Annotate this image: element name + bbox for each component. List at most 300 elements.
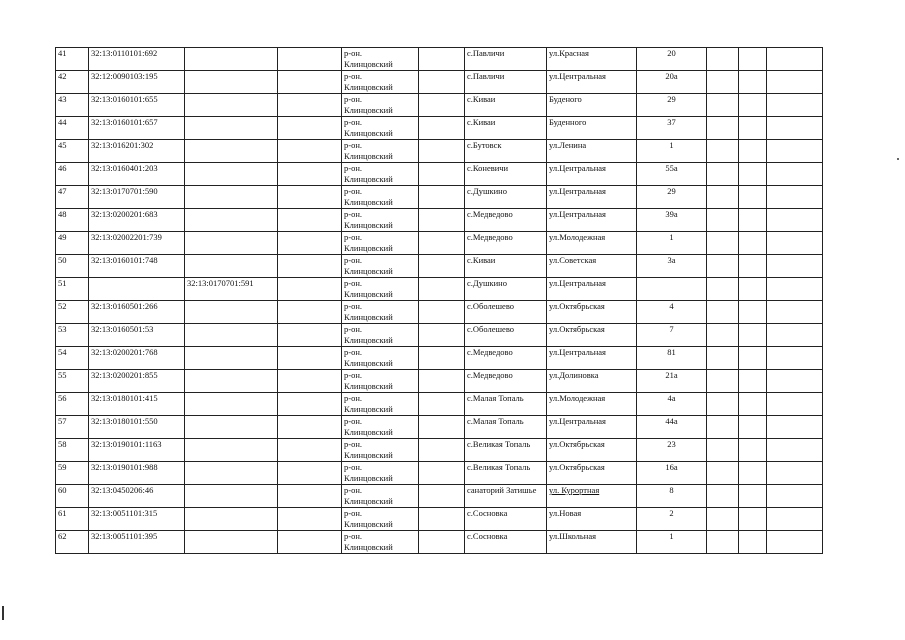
empty-cell bbox=[278, 163, 342, 186]
district-label: р-он. bbox=[344, 255, 363, 265]
cadastral-number-text: 32:13:0051101:395 bbox=[91, 531, 158, 541]
empty-cell bbox=[767, 347, 823, 370]
district-cell bbox=[342, 324, 419, 347]
empty-cell bbox=[739, 508, 767, 531]
empty-cell bbox=[767, 508, 823, 531]
empty-cell bbox=[419, 278, 465, 301]
district-label: р-он. bbox=[344, 186, 363, 196]
street-cell bbox=[547, 209, 637, 232]
row-number-text: 49 bbox=[58, 232, 67, 242]
house-number bbox=[637, 324, 707, 347]
row-number bbox=[56, 462, 89, 485]
locality-cell bbox=[465, 439, 547, 462]
locality-cell bbox=[465, 485, 547, 508]
empty-cell bbox=[419, 416, 465, 439]
empty-cell bbox=[278, 439, 342, 462]
locality-cell-text: с.Оболешево bbox=[467, 324, 515, 334]
empty-cell bbox=[278, 94, 342, 117]
district-cell bbox=[342, 462, 419, 485]
cadastral-number-text: 32:13:0051101:315 bbox=[91, 508, 158, 518]
street-cell-text: ул.Октябрьская bbox=[549, 301, 605, 311]
empty-cell bbox=[739, 278, 767, 301]
locality-cell bbox=[465, 508, 547, 531]
district-name: Клинцовский bbox=[344, 357, 393, 368]
empty-cell bbox=[767, 186, 823, 209]
empty-cell bbox=[767, 462, 823, 485]
table-row bbox=[56, 94, 823, 117]
cadastral-number-alt bbox=[185, 163, 278, 186]
district-label: р-он. bbox=[344, 71, 363, 81]
cadastral-number-alt bbox=[185, 232, 278, 255]
locality-cell-text: с.Медведово bbox=[467, 209, 513, 219]
cadastral-number bbox=[89, 416, 185, 439]
empty-cell bbox=[707, 301, 739, 324]
table-row bbox=[56, 232, 823, 255]
cadastral-number bbox=[89, 462, 185, 485]
street-cell-text: ул.Красная bbox=[549, 48, 589, 58]
cadastral-number bbox=[89, 117, 185, 140]
table-row bbox=[56, 416, 823, 439]
empty-cell bbox=[419, 232, 465, 255]
table-row bbox=[56, 347, 823, 370]
locality-cell-text: санаторий Затишье bbox=[467, 485, 537, 495]
locality-cell bbox=[465, 117, 547, 140]
district-name: Клинцовский bbox=[344, 403, 393, 414]
house-number bbox=[637, 462, 707, 485]
locality-cell bbox=[465, 531, 547, 554]
cadastral-number-alt bbox=[185, 48, 278, 71]
street-cell bbox=[547, 508, 637, 531]
table-row bbox=[56, 186, 823, 209]
district-label: р-он. bbox=[344, 324, 363, 334]
cadastral-number-alt bbox=[185, 117, 278, 140]
house-number bbox=[637, 301, 707, 324]
table-row bbox=[56, 462, 823, 485]
house-number bbox=[637, 531, 707, 554]
empty-cell bbox=[278, 393, 342, 416]
cadastral-number-text: 32:13:0160401:203 bbox=[91, 163, 158, 173]
empty-cell bbox=[767, 370, 823, 393]
empty-cell bbox=[707, 209, 739, 232]
cadastral-number-text: 32:13:0190101:988 bbox=[91, 462, 158, 472]
house-number bbox=[637, 508, 707, 531]
row-number-text: 56 bbox=[58, 393, 67, 403]
house-number bbox=[637, 71, 707, 94]
locality-cell-text: с.Бутовск bbox=[467, 140, 502, 150]
empty-cell bbox=[278, 140, 342, 163]
street-cell bbox=[547, 301, 637, 324]
district-label: р-он. bbox=[344, 94, 363, 104]
row-number bbox=[56, 278, 89, 301]
cadastral-number bbox=[89, 255, 185, 278]
empty-cell bbox=[707, 48, 739, 71]
house-number bbox=[637, 393, 707, 416]
cadastral-number-text: 32:13:0160101:657 bbox=[91, 117, 158, 127]
empty-cell bbox=[739, 140, 767, 163]
row-number-text: 45 bbox=[58, 140, 67, 150]
street-cell bbox=[547, 393, 637, 416]
table-row bbox=[56, 71, 823, 94]
house-number bbox=[637, 140, 707, 163]
cadastral-number bbox=[89, 163, 185, 186]
cadastral-number bbox=[89, 324, 185, 347]
empty-cell bbox=[767, 140, 823, 163]
cadastral-number bbox=[89, 393, 185, 416]
locality-cell-text: с.Павличи bbox=[467, 71, 505, 81]
house-number-text: 39а bbox=[665, 209, 678, 219]
table-row bbox=[56, 163, 823, 186]
district-name: Клинцовский bbox=[344, 81, 393, 92]
row-number-text: 60 bbox=[58, 485, 67, 495]
row-number-text: 53 bbox=[58, 324, 67, 334]
district-cell bbox=[342, 209, 419, 232]
locality-cell-text: с.Киваи bbox=[467, 117, 496, 127]
street-cell-text: ул.Школьная bbox=[549, 531, 597, 541]
cadastral-number bbox=[89, 531, 185, 554]
table-row bbox=[56, 140, 823, 163]
street-cell bbox=[547, 370, 637, 393]
locality-cell-text: с.Душкино bbox=[467, 186, 507, 196]
row-number-text: 54 bbox=[58, 347, 67, 357]
cadastral-number-alt bbox=[185, 531, 278, 554]
locality-cell bbox=[465, 232, 547, 255]
cadastral-number-alt bbox=[185, 416, 278, 439]
row-number bbox=[56, 232, 89, 255]
locality-cell bbox=[465, 462, 547, 485]
street-cell bbox=[547, 71, 637, 94]
empty-cell bbox=[707, 393, 739, 416]
row-number-text: 44 bbox=[58, 117, 67, 127]
cadastral-number-text: 32:13:0200201:768 bbox=[91, 347, 158, 357]
cadastral-number-alt bbox=[185, 140, 278, 163]
empty-cell bbox=[767, 278, 823, 301]
locality-cell bbox=[465, 324, 547, 347]
house-number bbox=[637, 439, 707, 462]
district-label: р-он. bbox=[344, 462, 363, 472]
locality-cell bbox=[465, 347, 547, 370]
property-register-table bbox=[55, 47, 823, 554]
district-label: р-он. bbox=[344, 393, 363, 403]
house-number-text: 37 bbox=[667, 117, 676, 127]
district-cell bbox=[342, 278, 419, 301]
locality-cell-text: с.Душкино bbox=[467, 278, 507, 288]
locality-cell bbox=[465, 48, 547, 71]
empty-cell bbox=[707, 347, 739, 370]
cadastral-number-text: 32:13:0160101:655 bbox=[91, 94, 158, 104]
street-cell-text: ул.Центральная bbox=[549, 347, 606, 357]
locality-cell bbox=[465, 94, 547, 117]
house-number-text: 81 bbox=[667, 347, 676, 357]
street-cell-text: ул.Советская bbox=[549, 255, 597, 265]
empty-cell bbox=[767, 393, 823, 416]
empty-cell bbox=[767, 163, 823, 186]
row-number bbox=[56, 347, 89, 370]
street-cell bbox=[547, 117, 637, 140]
empty-cell bbox=[739, 232, 767, 255]
empty-cell bbox=[278, 186, 342, 209]
locality-cell-text: с.Малая Топаль bbox=[467, 416, 524, 426]
cadastral-number-text: 32:13:0180101:550 bbox=[91, 416, 158, 426]
locality-cell bbox=[465, 163, 547, 186]
empty-cell bbox=[419, 301, 465, 324]
street-cell bbox=[547, 186, 637, 209]
row-number-text: 46 bbox=[58, 163, 67, 173]
empty-cell bbox=[739, 531, 767, 554]
row-number bbox=[56, 485, 89, 508]
locality-cell-text: с.Оболешево bbox=[467, 301, 515, 311]
row-number-text: 61 bbox=[58, 508, 67, 518]
district-label: р-он. bbox=[344, 347, 363, 357]
empty-cell bbox=[739, 209, 767, 232]
street-cell-text: ул.Октябрьская bbox=[549, 439, 605, 449]
street-cell bbox=[547, 324, 637, 347]
district-name: Клинцовский bbox=[344, 518, 393, 529]
row-number bbox=[56, 117, 89, 140]
district-name: Клинцовский bbox=[344, 449, 393, 460]
house-number-text: 1 bbox=[669, 232, 674, 242]
margin-mark bbox=[2, 606, 4, 620]
empty-cell bbox=[707, 140, 739, 163]
empty-cell bbox=[278, 462, 342, 485]
house-number-text: 29 bbox=[667, 94, 676, 104]
locality-cell-text: с.Сосновка bbox=[467, 508, 508, 518]
district-cell bbox=[342, 347, 419, 370]
empty-cell bbox=[739, 347, 767, 370]
house-number-text: 2 bbox=[669, 508, 674, 518]
register-table-body bbox=[56, 48, 823, 554]
street-cell-text: ул.Молодежная bbox=[549, 393, 606, 403]
empty-cell bbox=[767, 94, 823, 117]
empty-cell bbox=[419, 531, 465, 554]
row-number bbox=[56, 163, 89, 186]
house-number bbox=[637, 94, 707, 117]
empty-cell bbox=[278, 531, 342, 554]
empty-cell bbox=[419, 209, 465, 232]
table-row bbox=[56, 48, 823, 71]
house-number bbox=[637, 117, 707, 140]
street-cell bbox=[547, 462, 637, 485]
cadastral-number bbox=[89, 301, 185, 324]
empty-cell bbox=[707, 255, 739, 278]
empty-cell bbox=[739, 255, 767, 278]
row-number-text: 50 bbox=[58, 255, 67, 265]
row-number-text: 52 bbox=[58, 301, 67, 311]
empty-cell bbox=[278, 347, 342, 370]
district-name: Клинцовский bbox=[344, 104, 393, 115]
district-cell bbox=[342, 255, 419, 278]
empty-cell bbox=[278, 209, 342, 232]
street-cell bbox=[547, 278, 637, 301]
locality-cell-text: с.Медведово bbox=[467, 370, 513, 380]
empty-cell bbox=[419, 163, 465, 186]
table-row bbox=[56, 301, 823, 324]
row-number-text: 47 bbox=[58, 186, 67, 196]
locality-cell-text: с.Малая Топаль bbox=[467, 393, 524, 403]
cadastral-number-alt-text: 32:13:0170701:591 bbox=[187, 278, 254, 288]
edge-mark bbox=[897, 158, 899, 160]
house-number-text: 8 bbox=[669, 485, 674, 495]
street-cell bbox=[547, 232, 637, 255]
locality-cell bbox=[465, 393, 547, 416]
cadastral-number bbox=[89, 278, 185, 301]
street-cell bbox=[547, 416, 637, 439]
row-number-text: 43 bbox=[58, 94, 67, 104]
house-number bbox=[637, 163, 707, 186]
house-number bbox=[637, 278, 707, 301]
district-label: р-он. bbox=[344, 48, 363, 58]
row-number bbox=[56, 94, 89, 117]
street-cell bbox=[547, 531, 637, 554]
street-cell-text: ул.Центральная bbox=[549, 209, 606, 219]
empty-cell bbox=[707, 186, 739, 209]
empty-cell bbox=[767, 439, 823, 462]
empty-cell bbox=[419, 140, 465, 163]
street-cell-text: ул. Курортная bbox=[549, 485, 600, 495]
row-number bbox=[56, 416, 89, 439]
house-number bbox=[637, 232, 707, 255]
empty-cell bbox=[419, 393, 465, 416]
empty-cell bbox=[767, 301, 823, 324]
cadastral-number-text: 32:12:0090103:195 bbox=[91, 71, 158, 81]
district-name: Клинцовский bbox=[344, 265, 393, 276]
empty-cell bbox=[419, 439, 465, 462]
empty-cell bbox=[419, 186, 465, 209]
district-name: Клинцовский bbox=[344, 288, 393, 299]
empty-cell bbox=[707, 531, 739, 554]
row-number-text: 48 bbox=[58, 209, 67, 219]
empty-cell bbox=[419, 462, 465, 485]
street-cell-text: ул.Центральная bbox=[549, 71, 606, 81]
house-number-text: 7 bbox=[669, 324, 674, 334]
district-label: р-он. bbox=[344, 508, 363, 518]
empty-cell bbox=[707, 462, 739, 485]
cadastral-number-alt bbox=[185, 462, 278, 485]
empty-cell bbox=[419, 324, 465, 347]
cadastral-number bbox=[89, 347, 185, 370]
cadastral-number-text: 32:13:0180101:415 bbox=[91, 393, 158, 403]
street-cell-text: ул.Новая bbox=[549, 508, 582, 518]
street-cell-text: Буденого bbox=[549, 94, 582, 104]
cadastral-number-text: 32:13:0450206:46 bbox=[91, 485, 154, 495]
empty-cell bbox=[739, 48, 767, 71]
empty-cell bbox=[739, 416, 767, 439]
house-number-text: 16а bbox=[665, 462, 678, 472]
cadastral-number-text: 32:13:0110101:692 bbox=[91, 48, 158, 58]
cadastral-number-alt bbox=[185, 485, 278, 508]
district-label: р-он. bbox=[344, 232, 363, 242]
empty-cell bbox=[707, 163, 739, 186]
house-number-text: 3а bbox=[667, 255, 676, 265]
cadastral-number-alt bbox=[185, 209, 278, 232]
district-cell bbox=[342, 416, 419, 439]
locality-cell bbox=[465, 186, 547, 209]
empty-cell bbox=[707, 94, 739, 117]
street-cell-text: ул.Молодежная bbox=[549, 232, 606, 242]
cadastral-number bbox=[89, 439, 185, 462]
street-cell-text: ул.Ленина bbox=[549, 140, 587, 150]
cadastral-number-alt bbox=[185, 255, 278, 278]
district-label: р-он. bbox=[344, 439, 363, 449]
empty-cell bbox=[419, 347, 465, 370]
street-cell bbox=[547, 485, 637, 508]
table-row bbox=[56, 531, 823, 554]
table-row bbox=[56, 439, 823, 462]
cadastral-number-alt bbox=[185, 347, 278, 370]
row-number bbox=[56, 48, 89, 71]
row-number bbox=[56, 255, 89, 278]
locality-cell-text: с.Коневичи bbox=[467, 163, 509, 173]
empty-cell bbox=[739, 439, 767, 462]
district-label: р-он. bbox=[344, 416, 363, 426]
empty-cell bbox=[419, 508, 465, 531]
locality-cell-text: с.Киваи bbox=[467, 94, 496, 104]
row-number-text: 41 bbox=[58, 48, 67, 58]
street-cell-text: ул.Центральная bbox=[549, 163, 606, 173]
district-label: р-он. bbox=[344, 117, 363, 127]
row-number bbox=[56, 370, 89, 393]
district-cell bbox=[342, 393, 419, 416]
empty-cell bbox=[739, 370, 767, 393]
cadastral-number-text: 32:13:0160501:266 bbox=[91, 301, 158, 311]
cadastral-number bbox=[89, 140, 185, 163]
row-number bbox=[56, 140, 89, 163]
empty-cell bbox=[767, 531, 823, 554]
district-cell bbox=[342, 232, 419, 255]
street-cell-text: ул.Долиновка bbox=[549, 370, 599, 380]
house-number-text: 23 bbox=[667, 439, 676, 449]
district-name: Клинцовский bbox=[344, 150, 393, 161]
cadastral-number-alt bbox=[185, 370, 278, 393]
street-cell-text: ул.Центральная bbox=[549, 278, 606, 288]
street-cell bbox=[547, 48, 637, 71]
district-cell bbox=[342, 531, 419, 554]
empty-cell bbox=[278, 485, 342, 508]
house-number-text: 1 bbox=[669, 531, 674, 541]
district-label: р-он. bbox=[344, 163, 363, 173]
street-cell bbox=[547, 255, 637, 278]
district-name: Клинцовский bbox=[344, 219, 393, 230]
street-cell-text: Буденного bbox=[549, 117, 587, 127]
cadastral-number-text: 32:13:02002201:739 bbox=[91, 232, 162, 242]
row-number bbox=[56, 508, 89, 531]
cadastral-number-text: 32:13:0160101:748 bbox=[91, 255, 158, 265]
empty-cell bbox=[767, 255, 823, 278]
street-cell bbox=[547, 163, 637, 186]
empty-cell bbox=[767, 232, 823, 255]
cadastral-number-alt bbox=[185, 71, 278, 94]
table-row bbox=[56, 324, 823, 347]
empty-cell bbox=[707, 485, 739, 508]
locality-cell-text: с.Медведово bbox=[467, 347, 513, 357]
district-name: Клинцовский bbox=[344, 127, 393, 138]
empty-cell bbox=[707, 508, 739, 531]
cadastral-number bbox=[89, 370, 185, 393]
street-cell-text: ул.Октябрьская bbox=[549, 324, 605, 334]
street-cell bbox=[547, 439, 637, 462]
locality-cell-text: с.Сосновка bbox=[467, 531, 508, 541]
district-label: р-он. bbox=[344, 278, 363, 288]
street-cell bbox=[547, 347, 637, 370]
empty-cell bbox=[419, 48, 465, 71]
empty-cell bbox=[278, 301, 342, 324]
empty-cell bbox=[707, 416, 739, 439]
cadastral-number bbox=[89, 232, 185, 255]
empty-cell bbox=[739, 393, 767, 416]
district-label: р-он. bbox=[344, 370, 363, 380]
cadastral-number bbox=[89, 209, 185, 232]
district-name: Клинцовский bbox=[344, 196, 393, 207]
locality-cell bbox=[465, 416, 547, 439]
